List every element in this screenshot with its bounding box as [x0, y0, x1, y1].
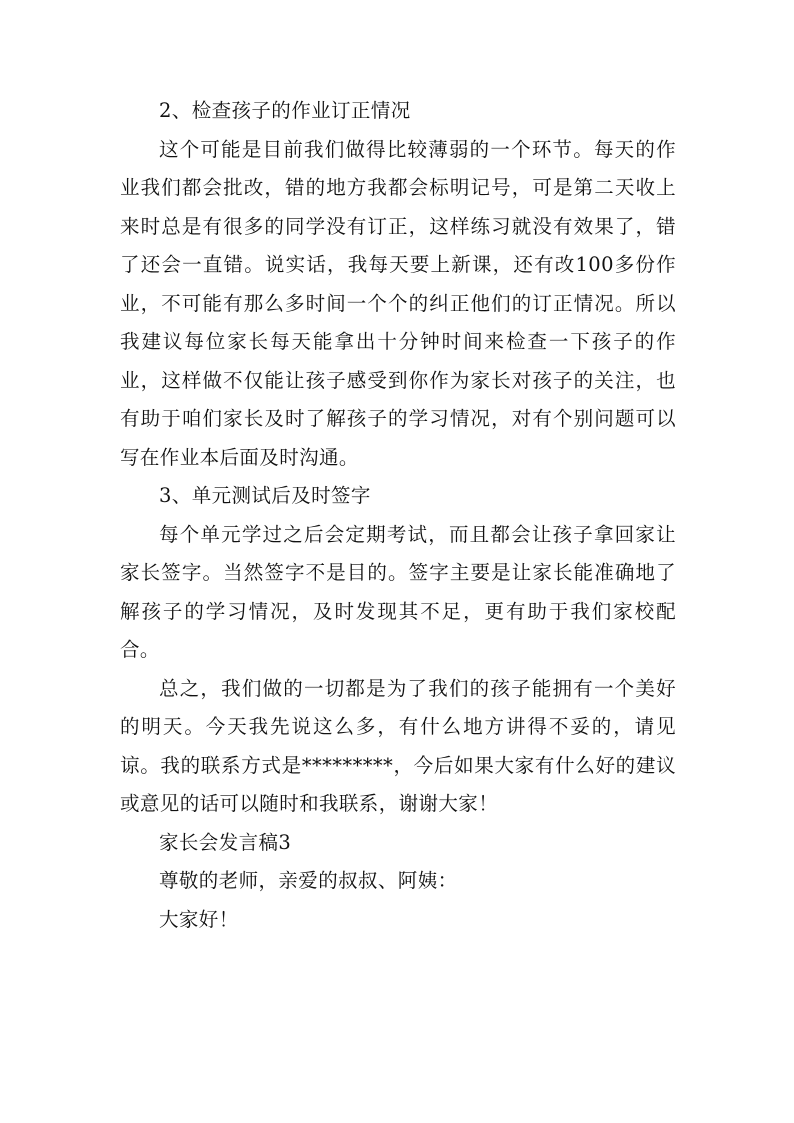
- paragraph-unit-test-signature: 每个单元学过之后会定期考试，而且都会让孩子拿回家让家长签字。当然签字不是目的。签字主要是让家长能准确地了解孩子的学习情况，及时发现其不足，更有助于我们家校配合。: [120, 522, 676, 661]
- section-heading-check-homework: 2、检查孩子的作业订正情况: [159, 99, 411, 122]
- greeting-salutation: 尊敬的老师，亲爱的叔叔、阿姨：: [159, 869, 458, 892]
- paragraph-conclusion: 总之，我们做的一切都是为了我们的孩子能拥有一个美好的明天。今天我先说这么多，有什么地方讲得不妥的，请见谅。我的联系方式是*********，今后如果大家有什么好的建议或意见的话可以随时和我联系，谢谢大家！: [120, 676, 676, 815]
- paragraph-homework-correction: 这个可能是目前我们做得比较薄弱的一个环节。每天的作业我们都会批改，错的地方我都会标明记号，可是第二天收上来时总是有很多的同学没有订正，这样练习就没有效果了，错了还会一直错。说实话，我每天要上新课，还有改100多份作业，不可能有那么多时间一个个的纠正他们的订正情况。所以我建议每位家长每天能拿出十分钟时间来检查一下孩子的作业，这样做不仅能让孩子感受到你作为家长对孩子的关注，也有助于咱们家长及时了解孩子的学习情况，对有个别问题可以写在作业本后面及时沟通。: [120, 137, 676, 469]
- greeting-hello: 大家好！: [159, 907, 239, 931]
- section-heading-unit-test: 3、单元测试后及时签字: [159, 484, 371, 507]
- document-body: [120, 92, 676, 939]
- speech-title-3: 家长会发言稿3: [159, 830, 292, 854]
